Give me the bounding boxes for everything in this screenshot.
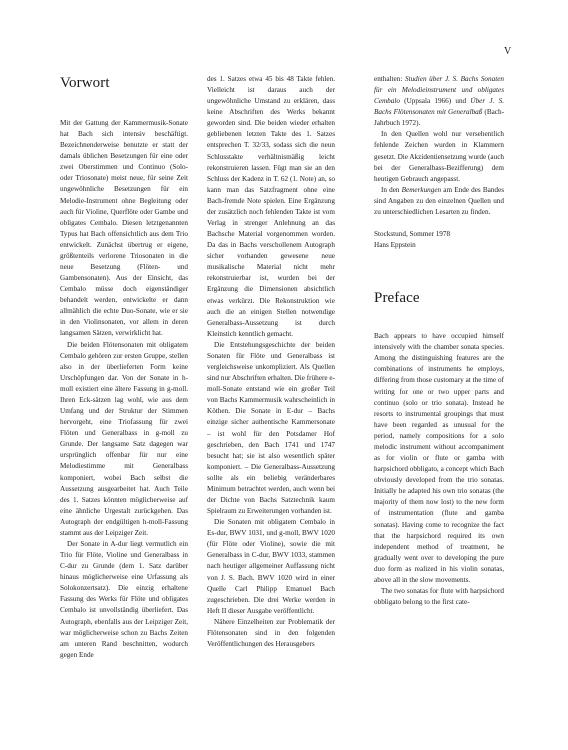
vorwort-body-col3: [374, 74, 504, 218]
vorwort-paragraph: des 1. Satzes etwa 45 bis 48 Takte fehlen. Vielleicht ist daraus auch der ungewöhnliche Umstand zu erklären, dass keine Abschriften des Werks bekannt geworden sind. Die beiden wieder erhalten gebliebenen letzten Takte des 1. Satzes entsprechen T. 32/33, sodass sich die neun Schlusstakte verhältnismäßig leicht rekonstruieren lassen. Fügt man sie an den Schluss der Kadenz in T. 62 (1. Note) an, so kann man das Satzfragment ohne eine Bach-fremde Note spielen. Eine Ergänzung der zusätzlich noch fehlenden Takte ist vom Verlag in strenger Anlehnung an das Bachsche Material vorgenommen worden. Da das in Bachs verschollenem Autograph sicher vorhanden gewesene neue musikalische Material nicht mehr rekonstruierbar ist, wurden bei der Ergänzung die Dimensionen absichtlich etwas verkürzt. Die Rekonstruktion wie auch die an einigen Stellen notwendige Generalbass-Aussetzung ist durch Kleinstich kenntlich gemacht.: [207, 75, 335, 338]
text-run: (Bach-Jahrbuch 1972).: [374, 108, 504, 128]
text-run: (Uppsala 1966) und: [399, 97, 471, 106]
publication-title: Über J. S. Bachs Flötensonaten mit Generalbaß: [374, 97, 505, 117]
vorwort-paragraph: Mit der Gattung der Kammermusik-Sonate hat Bach sich intensiv beschäftigt. Bezeichnenderweise benutzte er statt der damals üblichen Besetzungen für eine oder zwei Oberstimmen und Continuo (Solo- oder Triosonate) meist neue, für seine Zeit ungewöhnliche Besetzungen für ein Melodie-Instrument ohne Begleitung oder auch für Violine, Querflöte oder Gambe und obligates Cembalo. Diesen letztgenannten Typus hat Bach offensichtlich aus dem Trio entwickelt. Zunächst übertrug er eigene, größtenteils verlorene Triosonaten in die neue Besetzung (Flöten- und Gambensonaten). Aus der Einsicht, das Cembalo müsse doch eigenständiger behandelt werden, entwickelte er dann allmählich die echte Duo-Sonate, wie er sie in den Violinsonaten, vor allem in deren langsamen Sätzen, verwirklicht hat.: [60, 119, 188, 338]
vorwort-paragraph: Der Sonate in A-dur liegt vermutlich ein Trio für Flöte, Violine und Generalbass in C-dur zu Grunde (dem 1. Satz darüber hinaus möglicherweise eine Urfassung als Solokonzertsatz). Die einzig erhaltene Fassung des Werks für Flöte und obligates Cembalo ist unvollständig überliefert. Das Autograph, ebenfalls aus der Leipziger Zeit, war möglicherweise schon zu Bachs Zeiten am unteren Rand beschnitten, wodurch gegen Ende: [60, 539, 188, 659]
preface-section: [374, 289, 504, 608]
vorwort-paragraph: Die beiden Flötensonaten mit obligatem Cembalo gehören zur ersten Gruppe, stellen also in der überlieferten Form keine Urschöpfungen dar. Von der Sonate in h-moll existiert eine ältere Fassung in g-moll. Ihren Eck-sätzen lag wohl, wie aus dem Umfang und der Struktur der Stimmen hervorgeht, eine Triofassung für zwei Flöten und Generalbass in g-moll zu Grunde. Der langsame Satz dagegen war ursprünglich offenbar für nur eine Melodiestimme mit Generalbass komponiert, wobei Bach selbst die Aussetzung ausgearbeitet hat. Auch Teile des 1. Satzes könnten möglicherweise auf eine ähnliche Urgestalt zurückgehen. Das Autograph der endgültigen h-moll-Fassung stammt aus der Leipziger Zeit.: [60, 340, 188, 537]
column-2: [207, 74, 335, 650]
column-3: [374, 74, 504, 608]
text-run: am Ende des Bandes sind Angaben zu den einzelnen Quellen und zu unterschiedlichen Lesarten zu finden.: [374, 185, 504, 216]
vorwort-paragraph-publications: [374, 74, 504, 129]
preface-paragraph: The two sonatas for flute with harpsichord obbligato belong to the first cate-: [374, 586, 504, 607]
preface-heading: Preface: [374, 290, 420, 307]
vorwort-paragraph: [374, 185, 504, 218]
text-run: enthalten:: [374, 75, 405, 83]
vorwort-body-col2: [207, 74, 335, 650]
column-1: [60, 74, 188, 661]
vorwort-paragraph: Die Sonaten mit obligatem Cembalo in Es-dur, BWV 1031, und g-moll, BWV 1020 (für Flöte oder Violine), sowie die mit Generalbass in C-dur, BWV 1033, stammen nach heutiger allgemeiner Auffassung nicht von J. S. Bach. BWV 1020 wird in einer Quelle Carl Philipp Emanuel Bach zugeschrieben. Die drei Werke werden in Heft II dieser Ausgabe veröffentlicht.: [207, 518, 335, 615]
vorwort-heading: Vorwort: [60, 75, 110, 91]
preface-body: [374, 331, 504, 608]
preface-paragraph: Bach appears to have occupied himself intensively with the chamber sonata species. Among the distinguishing features are the combinations of instruments he employs, differing from those customary at the time of writing for one or two upper parts and continuo (solo or trio sonata). Instead he resorts to instrumental groupings that must have been regarded as unusual for the period, namely compositions for a solo melodic instrument without accompaniment as for violin or flute or gamba with harpsichord obbligato, a concept which Bach obviously developed from the trio sonatas. Initially he adapted his own trio sonatas (the majority of them now lost) to the new form of instrumentation (flute and gamba sonatas). Having come to recognize the fact that the harpsichord required its own independent method of treatment, he gradually went over to developing the pure duo form as realized in his violin sonatas, above all in the slow movements.: [374, 332, 504, 584]
signature: [374, 229, 504, 251]
signature-place-date: Stockstund, Sommer 1978: [374, 230, 451, 239]
vorwort-paragraph: In den Quellen wohl nur versehentlich fehlende Zeichen wurden in Klammern gesetzt. Die Akzidentiensetzung wurde (auch bei der Generalbass-Bezifferung) dem heutigen Gebrauch angepasst.: [374, 130, 504, 183]
vorwort-paragraph: Nähere Einzelheiten zur Problematik der Flötensonaten sind in den folgenden Veröffentlichungen des Herausgebers: [207, 617, 335, 648]
bemerkungen-term: Bemerkungen: [401, 185, 442, 194]
text-run: In den: [381, 185, 402, 194]
vorwort-body-col1: [60, 118, 188, 661]
page-number: V: [504, 46, 512, 57]
vorwort-paragraph: Die Entstehungsgeschichte der beiden Sonaten für Flöte und Generalbass ist vergleichsweise unkompliziert. Als Quellen sind nur Abschriften erhalten. Die frühere e-moll-Sonate entstand wie ein großer Teil von Bachs Kammermusik wahrscheinlich in Köthen. Die Sonate in E-dur – Bachs einzige sicher authentische Kammersonate – ist wohl für den Potsdamer Hof geschrieben, den Bach 1741 und 1747 besucht hat; sie ist also wesentlich später komponiert. – Die Generalbass-Aussetzung sollte als ein beliebig veränderbares Minimum betrachtet werden, auch wenn bei der Dichte von Bachs Satztechnik kaum Spielraum zu Erweiterungen vorhanden ist.: [207, 340, 335, 516]
publication-title: Studien über J. S. Bachs Sonaten für ein Melodieinstrument und obligates Cembalo: [374, 75, 504, 106]
signature-author: Hans Eppstein: [374, 241, 416, 250]
